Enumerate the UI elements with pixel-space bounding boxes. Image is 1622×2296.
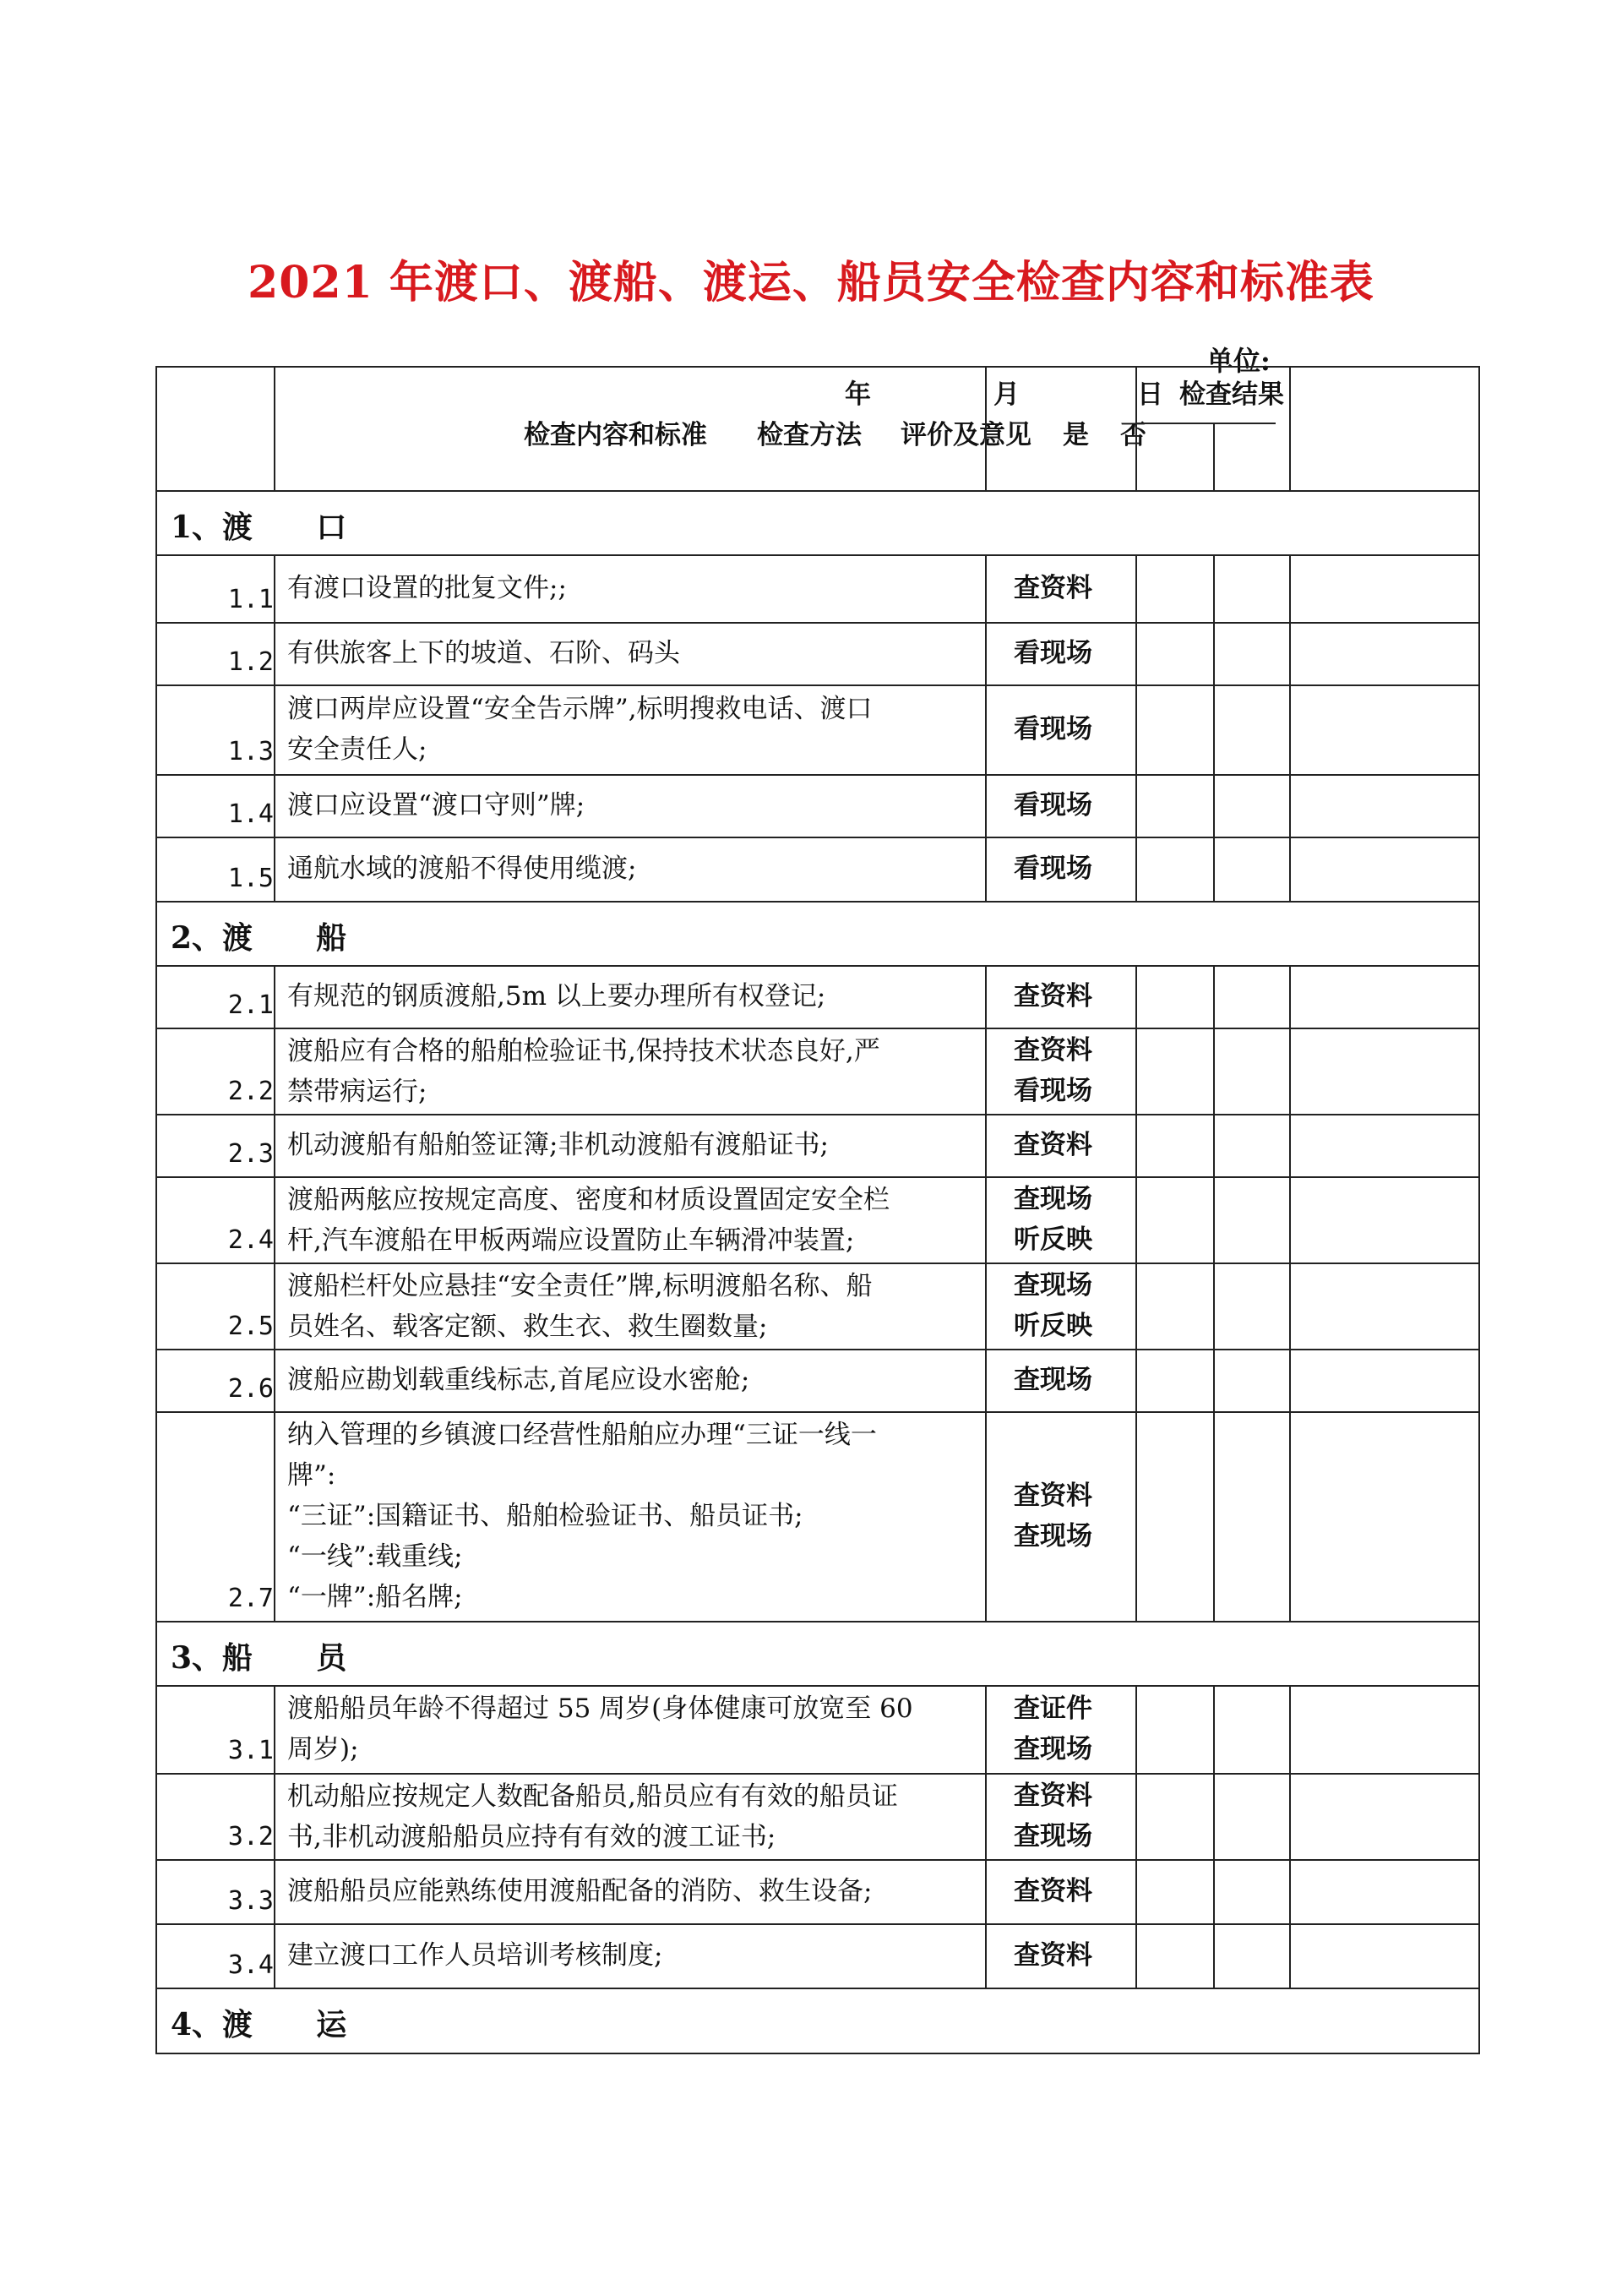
column-divider	[1135, 1411, 1137, 1621]
section-title: 3、船 员	[171, 1640, 347, 1676]
item-content: 杆,汽车渡船在甲板两端应设置防止车辆滑冲装置;	[287, 1225, 855, 1256]
item-content: 周岁);	[287, 1734, 359, 1764]
header-method: 检查方法	[757, 420, 862, 450]
inspection-method: 查资料	[1014, 1940, 1092, 1971]
item-content: 有渡口设置的批复文件;;	[287, 573, 567, 603]
inspection-method: 查资料	[1014, 981, 1092, 1012]
column-divider	[1213, 622, 1215, 684]
item-content: 渡船应有合格的船舶检验证书,保持技术状态良好,严	[287, 1036, 880, 1066]
item-content: 有规范的钢质渡船,5m 以上要办理所有权登记;	[287, 981, 826, 1012]
column-divider	[274, 554, 275, 622]
inspection-method: 看现场	[1014, 790, 1092, 821]
inspection-method: 查资料	[1014, 1876, 1092, 1906]
item-number: 1.3	[227, 737, 274, 766]
item-content: 建立渡口工作人员培训考核制度;	[287, 1940, 663, 1971]
column-divider	[1289, 1114, 1291, 1176]
inspection-method: 听反映	[1014, 1224, 1092, 1255]
inspection-method: 查现场	[1014, 1365, 1092, 1395]
column-divider	[1213, 837, 1215, 901]
inspection-method: 查证件	[1014, 1693, 1092, 1724]
column-divider	[1289, 366, 1291, 490]
item-content: 禁带病运行;	[287, 1077, 427, 1107]
column-divider	[1135, 1028, 1137, 1114]
row-divider	[155, 622, 1480, 624]
column-divider	[1289, 1773, 1291, 1859]
column-divider	[1289, 1028, 1291, 1114]
column-divider	[1135, 1923, 1137, 1988]
item-number: 3.2	[227, 1822, 274, 1852]
column-divider	[274, 1176, 275, 1263]
column-divider	[274, 1028, 275, 1114]
column-divider	[1213, 554, 1215, 622]
column-divider	[1135, 774, 1137, 837]
item-content: 机动渡船有船舶签证簿;非机动渡船有渡船证书;	[287, 1130, 829, 1160]
header-day: 日	[1137, 379, 1163, 410]
row-divider	[155, 1773, 1480, 1775]
column-divider	[1289, 837, 1291, 901]
row-divider	[155, 774, 1480, 776]
column-divider	[1213, 1263, 1215, 1349]
row-divider	[155, 1859, 1480, 1861]
inspection-method: 查现场	[1014, 1734, 1092, 1764]
header-yes: 是	[1063, 420, 1089, 450]
row-divider	[155, 554, 1480, 556]
header-result: 检查结果	[1179, 379, 1284, 410]
inspection-method: 查资料	[1014, 1781, 1092, 1811]
item-number: 2.3	[227, 1139, 274, 1169]
page-title: 2021 年渡口、渡船、渡运、船员安全检查内容和标准表	[248, 257, 1374, 308]
column-divider	[1213, 774, 1215, 837]
section-title: 1、渡 口	[171, 510, 347, 545]
item-content: 书,非机动渡船船员应持有有效的渡工证书;	[287, 1822, 776, 1852]
column-divider	[1289, 622, 1291, 684]
column-divider	[1135, 1685, 1137, 1773]
item-number: 2.2	[227, 1077, 274, 1106]
item-content: 渡口两岸应设置“安全告示牌”,标明搜救电话、渡口	[287, 694, 873, 724]
column-divider	[274, 1685, 275, 1773]
item-content: 安全责任人;	[287, 734, 427, 765]
column-divider	[985, 366, 987, 490]
column-divider	[1289, 1349, 1291, 1411]
column-divider	[1289, 1923, 1291, 1988]
column-divider	[1135, 1114, 1137, 1176]
row-divider	[155, 1263, 1480, 1264]
item-content: 渡船应勘划载重线标志,首尾应设水密舱;	[287, 1365, 750, 1395]
column-divider	[1289, 1176, 1291, 1263]
item-number: 2.1	[227, 990, 274, 1020]
row-divider	[155, 1923, 1480, 1925]
row-divider	[1135, 423, 1276, 424]
column-divider	[1135, 554, 1137, 622]
row-divider	[155, 1349, 1480, 1350]
item-content: 机动船应按规定人数配备船员,船员应有有效的船员证	[287, 1781, 898, 1812]
column-divider	[1135, 837, 1137, 901]
column-divider	[1213, 1923, 1215, 1988]
column-divider	[1213, 1859, 1215, 1923]
column-divider	[274, 1923, 275, 1988]
item-content: 通航水域的渡船不得使用缆渡;	[287, 854, 637, 884]
item-number: 2.7	[227, 1584, 274, 1613]
item-content: 有供旅客上下的坡道、石阶、码头	[287, 638, 680, 668]
row-divider	[155, 1176, 1480, 1178]
item-number: 2.6	[227, 1374, 274, 1404]
item-content: 渡口应设置“渡口守则”牌;	[287, 790, 585, 821]
item-content: 渡船栏杆处应悬挂“安全责任”牌,标明渡船名称、船	[287, 1271, 873, 1301]
column-divider	[1289, 965, 1291, 1028]
row-divider	[155, 1685, 1480, 1687]
column-divider	[1135, 1176, 1137, 1263]
item-number: 2.5	[227, 1312, 274, 1341]
row-divider	[155, 1114, 1480, 1115]
item-number: 3.3	[227, 1886, 274, 1916]
column-divider	[1289, 1411, 1291, 1621]
header-comment: 评价及意见	[901, 420, 1031, 450]
row-divider	[155, 684, 1480, 686]
column-divider	[274, 965, 275, 1028]
inspection-method: 看现场	[1014, 1076, 1092, 1106]
item-content: 员姓名、载客定额、救生衣、救生圈数量;	[287, 1312, 768, 1342]
column-divider	[1213, 423, 1215, 490]
row-divider	[155, 1988, 1480, 1989]
column-divider	[274, 1349, 275, 1411]
inspection-method: 查现场	[1014, 1821, 1092, 1852]
item-content: “三证”:国籍证书、船舶检验证书、船员证书;	[287, 1501, 803, 1531]
row-divider	[155, 901, 1480, 903]
column-divider	[274, 837, 275, 901]
column-divider	[1213, 1028, 1215, 1114]
column-divider	[274, 1114, 275, 1176]
row-divider	[155, 1621, 1480, 1622]
column-divider	[274, 366, 275, 490]
column-divider	[1289, 1263, 1291, 1349]
header-year: 年	[845, 379, 871, 410]
column-divider	[1213, 1176, 1215, 1263]
column-divider	[1135, 684, 1137, 774]
inspection-method: 查现场	[1014, 1270, 1092, 1301]
column-divider	[1135, 622, 1137, 684]
column-divider	[274, 1773, 275, 1859]
item-number: 1.1	[227, 585, 274, 614]
item-number: 3.1	[227, 1736, 274, 1765]
section-title: 2、渡 船	[171, 920, 347, 956]
header-content: 检查内容和标准	[524, 420, 707, 450]
column-divider	[1135, 1773, 1137, 1859]
column-divider	[1135, 1859, 1137, 1923]
column-divider	[274, 622, 275, 684]
column-divider	[274, 684, 275, 774]
inspection-method: 查资料	[1014, 1481, 1092, 1511]
column-divider	[1213, 684, 1215, 774]
row-divider	[155, 837, 1480, 838]
column-divider	[1135, 1349, 1137, 1411]
item-number: 1.4	[227, 799, 274, 829]
header-month: 月	[993, 379, 1020, 410]
item-number: 1.5	[227, 864, 274, 893]
item-content: 牌”:	[287, 1460, 336, 1491]
column-divider	[274, 1263, 275, 1349]
row-divider	[155, 1028, 1480, 1029]
column-divider	[1135, 965, 1137, 1028]
column-divider	[1213, 1114, 1215, 1176]
column-divider	[1213, 1349, 1215, 1411]
inspection-method: 看现场	[1014, 854, 1092, 884]
column-divider	[1289, 774, 1291, 837]
column-divider	[1213, 1411, 1215, 1621]
row-divider	[155, 965, 1480, 967]
column-divider	[274, 774, 275, 837]
inspection-method: 查资料	[1014, 1130, 1092, 1160]
item-content: 渡船船员应能熟练使用渡船配备的消防、救生设备;	[287, 1876, 873, 1906]
inspection-method: 查资料	[1014, 573, 1092, 603]
item-number: 3.4	[227, 1950, 274, 1980]
column-divider	[1135, 1263, 1137, 1349]
column-divider	[274, 1411, 275, 1621]
item-number: 2.4	[227, 1225, 274, 1255]
column-divider	[274, 1859, 275, 1923]
item-content: 渡船船员年龄不得超过 55 周岁(身体健康可放宽至 60	[287, 1693, 913, 1724]
inspection-method: 看现场	[1014, 638, 1092, 668]
column-divider	[1213, 965, 1215, 1028]
section-title: 4、渡 运	[171, 2007, 347, 2042]
column-divider	[1135, 366, 1137, 490]
row-divider	[155, 1411, 1480, 1413]
header-no: 否	[1120, 420, 1146, 450]
column-divider	[1289, 1859, 1291, 1923]
item-content: “一牌”:船名牌;	[287, 1582, 463, 1612]
inspection-method: 看现场	[1014, 714, 1092, 744]
inspection-method: 查现场	[1014, 1184, 1092, 1214]
inspection-method: 查现场	[1014, 1521, 1092, 1552]
column-divider	[1289, 1685, 1291, 1773]
item-content: 渡船两舷应按规定高度、密度和材质设置固定安全栏	[287, 1185, 890, 1215]
row-divider	[155, 490, 1480, 492]
column-divider	[1213, 1773, 1215, 1859]
inspection-method: 听反映	[1014, 1311, 1092, 1341]
item-number: 1.2	[227, 647, 274, 677]
unit-label: 单位:	[1206, 345, 1271, 377]
column-divider	[1289, 684, 1291, 774]
item-content: 纳入管理的乡镇渡口经营性船舶应办理“三证一线一	[287, 1420, 877, 1450]
column-divider	[1289, 554, 1291, 622]
inspection-method: 查资料	[1014, 1035, 1092, 1066]
column-divider	[1213, 1685, 1215, 1773]
item-content: “一线”:载重线;	[287, 1541, 463, 1572]
